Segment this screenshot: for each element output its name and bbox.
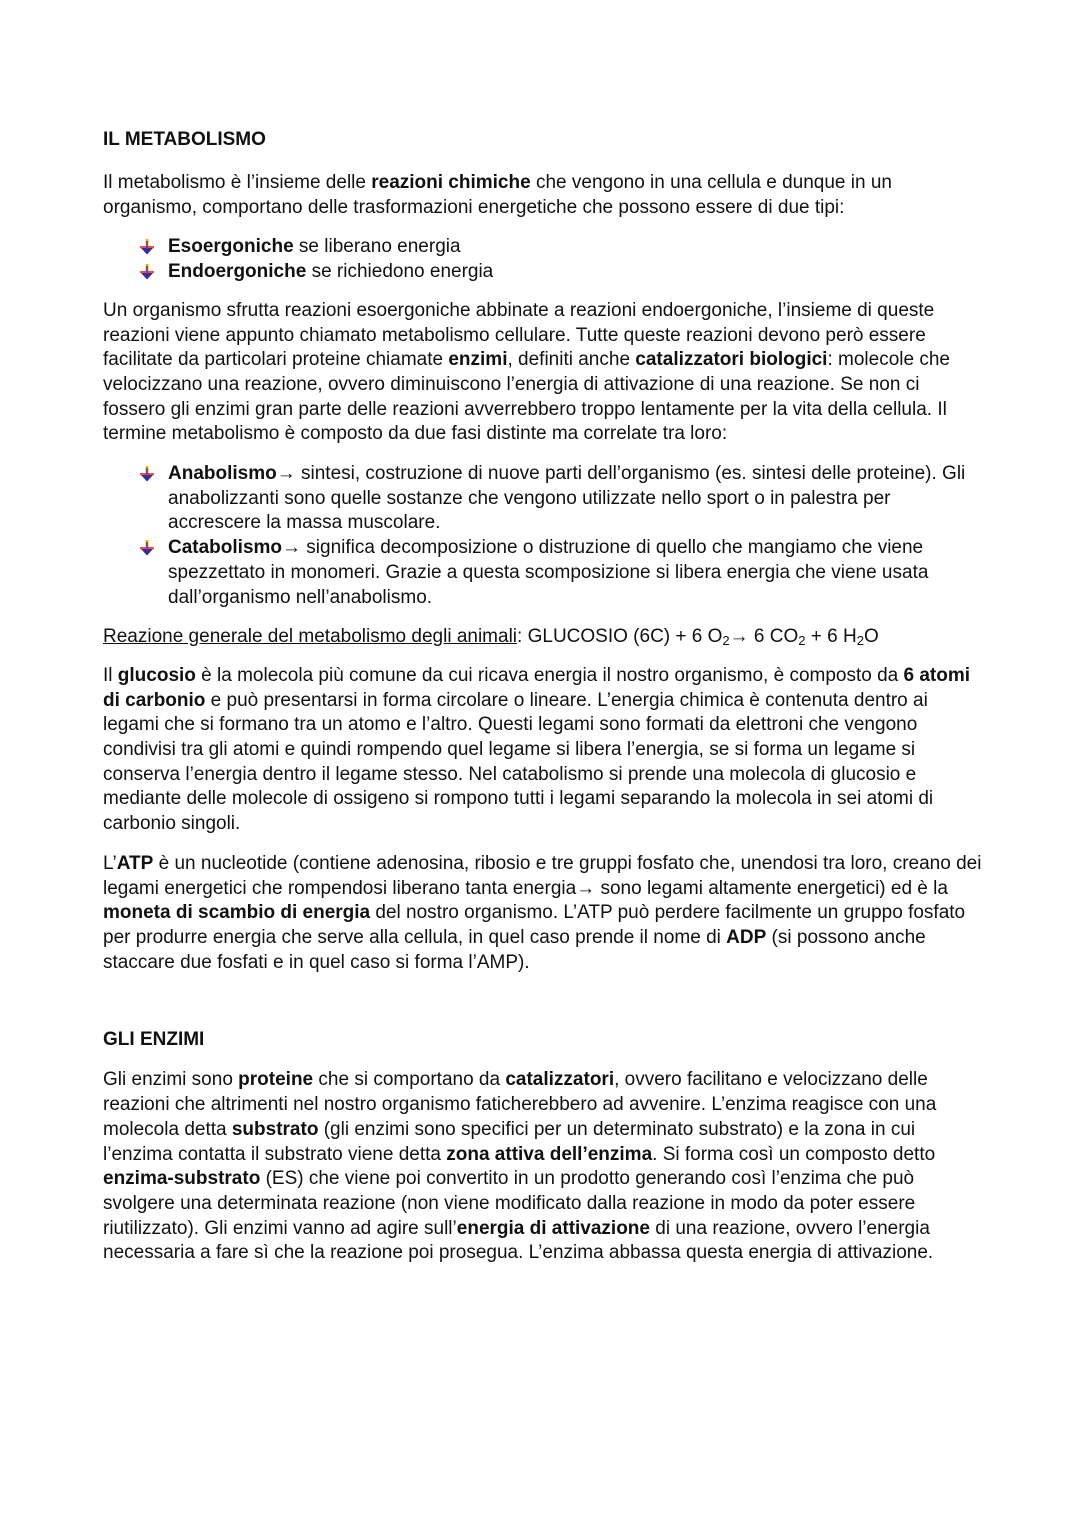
text: (gli enzimi sono specifici per un determinato substrato) e la zona in cui l’enzima contatta il substrato viene detta [103,1118,916,1165]
down-arrow-bullet-icon [139,239,155,255]
bold-term: glucosio [117,664,196,686]
bold-term: Endoergoniche [168,261,307,283]
bold-term: reazioni chimiche [371,172,531,193]
bold-term: ATP [116,852,154,874]
text: che vengono in una cellula e dunque in un organismo, comportano delle trasformazioni energetiche che possono essere di due tipi: [103,172,892,218]
text: : [517,626,528,648]
list-item [137,536,983,610]
bold-term: ADP [726,926,767,948]
text: se richiedono energia [306,261,494,283]
text: Gli enzimi sono [103,1069,239,1091]
text: (si possono anche staccare due fosfati e in quel caso si forma l’AMP). [103,926,926,973]
section-title-metabolismo: IL METABOLISMO [103,129,266,150]
reaction-equation [103,625,983,650]
energy-types-list [103,235,983,284]
text: → 6 CO [729,626,799,648]
list-item [137,235,983,260]
text: significa decomposizione o distruzione di quello che mangiamo che viene spezzettato in monomeri. Grazie a questa scomposizione si libera energia che viene usata dall’organismo nell’anabolismo. [168,537,929,608]
text: che si comportano da [313,1069,506,1091]
text: è un nucleotide (contiene adenosina, ribosio e tre gruppi fosfato che, unendosi tra loro, creano dei legami energetici che rompendosi liberano tanta energia→ sono legami altamente energetici) ed è la [103,852,982,899]
text: sintesi, costruzione di nuove parti dell’organismo (es. sintesi delle proteine). Gli anabolizzanti sono quelle sostanze che vengono utilizzate nello sport o in palestra per accrescere la massa muscolare. [168,463,966,534]
atp-paragraph [103,852,983,976]
down-arrow-bullet-icon [139,466,155,482]
bold-term: Anabolismo→ [168,463,296,485]
text: GLUCOSIO (6C) + 6 O [527,626,723,648]
bold-term: catalizzatori biologici [635,349,828,371]
bold-term: enzima-substrato [103,1168,261,1190]
subscript: 2 [798,633,806,649]
text: è la molecola più comune da cui ricava energia il nostro organismo, è composto da [195,664,904,686]
text: e può presentarsi in forma circolare o lineare. L’energia chimica è contenuta dentro ai legami che si formano tra un atomo e l’altro. Questi legami sono formati da elettroni che vengono condivisi tra gli atomi e quindi rompendo quel legame si libera l’energia, se si forma un legame si conserva l’energia dentro il legame stesso. Nel catabolismo si prende una molecola di glucosio e mediante delle molecole di ossigeno si rompono tutti i legami separando la molecola in sei atomi di carbonio singoli. [103,689,934,835]
section-title-enzimi: GLI ENZIMI [103,1029,205,1051]
bold-term: energia di attivazione [456,1217,650,1239]
bold-term: enzimi [448,349,508,371]
bold-term: proteine [238,1069,314,1091]
bold-term: catalizzatori [505,1069,615,1091]
down-arrow-bullet-icon [139,264,155,280]
document-page [103,128,983,1266]
subscript: 2 [856,633,864,649]
metabolism-phases-list [103,462,983,610]
bold-term: 6 atomi di carbonio [103,664,971,711]
text: se liberano energia [293,236,461,258]
text: . Si forma così un composto detto [652,1143,936,1165]
text: Il metabolismo è l’insieme delle [103,172,372,193]
bold-term: Esoergoniche [168,236,294,258]
text: + 6 H [805,626,857,648]
bold-term: Catabolismo→ [168,537,302,559]
list-item [137,462,983,536]
text: O [863,626,879,648]
bold-term: zona attiva dell’enzima [446,1143,653,1165]
reaction-label: Reazione generale del metabolismo degli animali [103,626,518,648]
text: (ES) che viene poi convertito in un prodotto generando così l’enzima che può svolgere una determinata reazione (non viene modificato dalla reazione in modo da poter essere riutilizzato). Gli enzimi vanno ad agire sull’ [103,1168,916,1239]
text: , ovvero facilitano e velocizzano delle reazioni che altrimenti nel nostro organismo faticherebbero ad avvenire. L’enzima reagisce con una molecola detta [103,1069,937,1140]
enzimi-paragraph [103,1068,983,1266]
text: del nostro organismo. L’ATP può perdere facilmente un gruppo fosfato per produrre energia che serve alla cellula, in quel caso prende il nome di [103,902,966,948]
bold-term: substrato [231,1118,319,1140]
text: Il [103,664,118,686]
bold-term: moneta di scambio di energia [103,902,371,924]
glucose-paragraph [103,664,983,837]
text: L’ [103,852,117,874]
subscript: 2 [722,633,730,649]
text: Un organismo sfrutta reazioni esoergoniche abbinate a reazioni endoergoniche, l’insieme di queste reazioni viene appunto chiamato metabolismo cellulare. Tutte queste reazioni devono però essere facilitate da particolari proteine chiamate [103,299,935,371]
text: di una reazione, ovvero l’energia necessaria a fare sì che la reazione poi prosegua. L’enzima abbassa questa energia di attivazione. [103,1217,934,1264]
down-arrow-bullet-icon [139,540,155,556]
text: : molecole che velocizzano una reazione, ovvero diminuiscono l’energia di attivazione di una reazione. Se non ci fossero gli enzimi gran parte delle reazioni avverrebbero troppo lentamente per la vita della cellula. Il termine metabolismo è composto da due fasi distinte ma correlate tra loro: [103,349,950,445]
list-item [137,260,983,285]
intro-paragraph [103,171,983,220]
text: , definiti anche [507,349,636,371]
enzymes-intro-paragraph [103,299,983,447]
